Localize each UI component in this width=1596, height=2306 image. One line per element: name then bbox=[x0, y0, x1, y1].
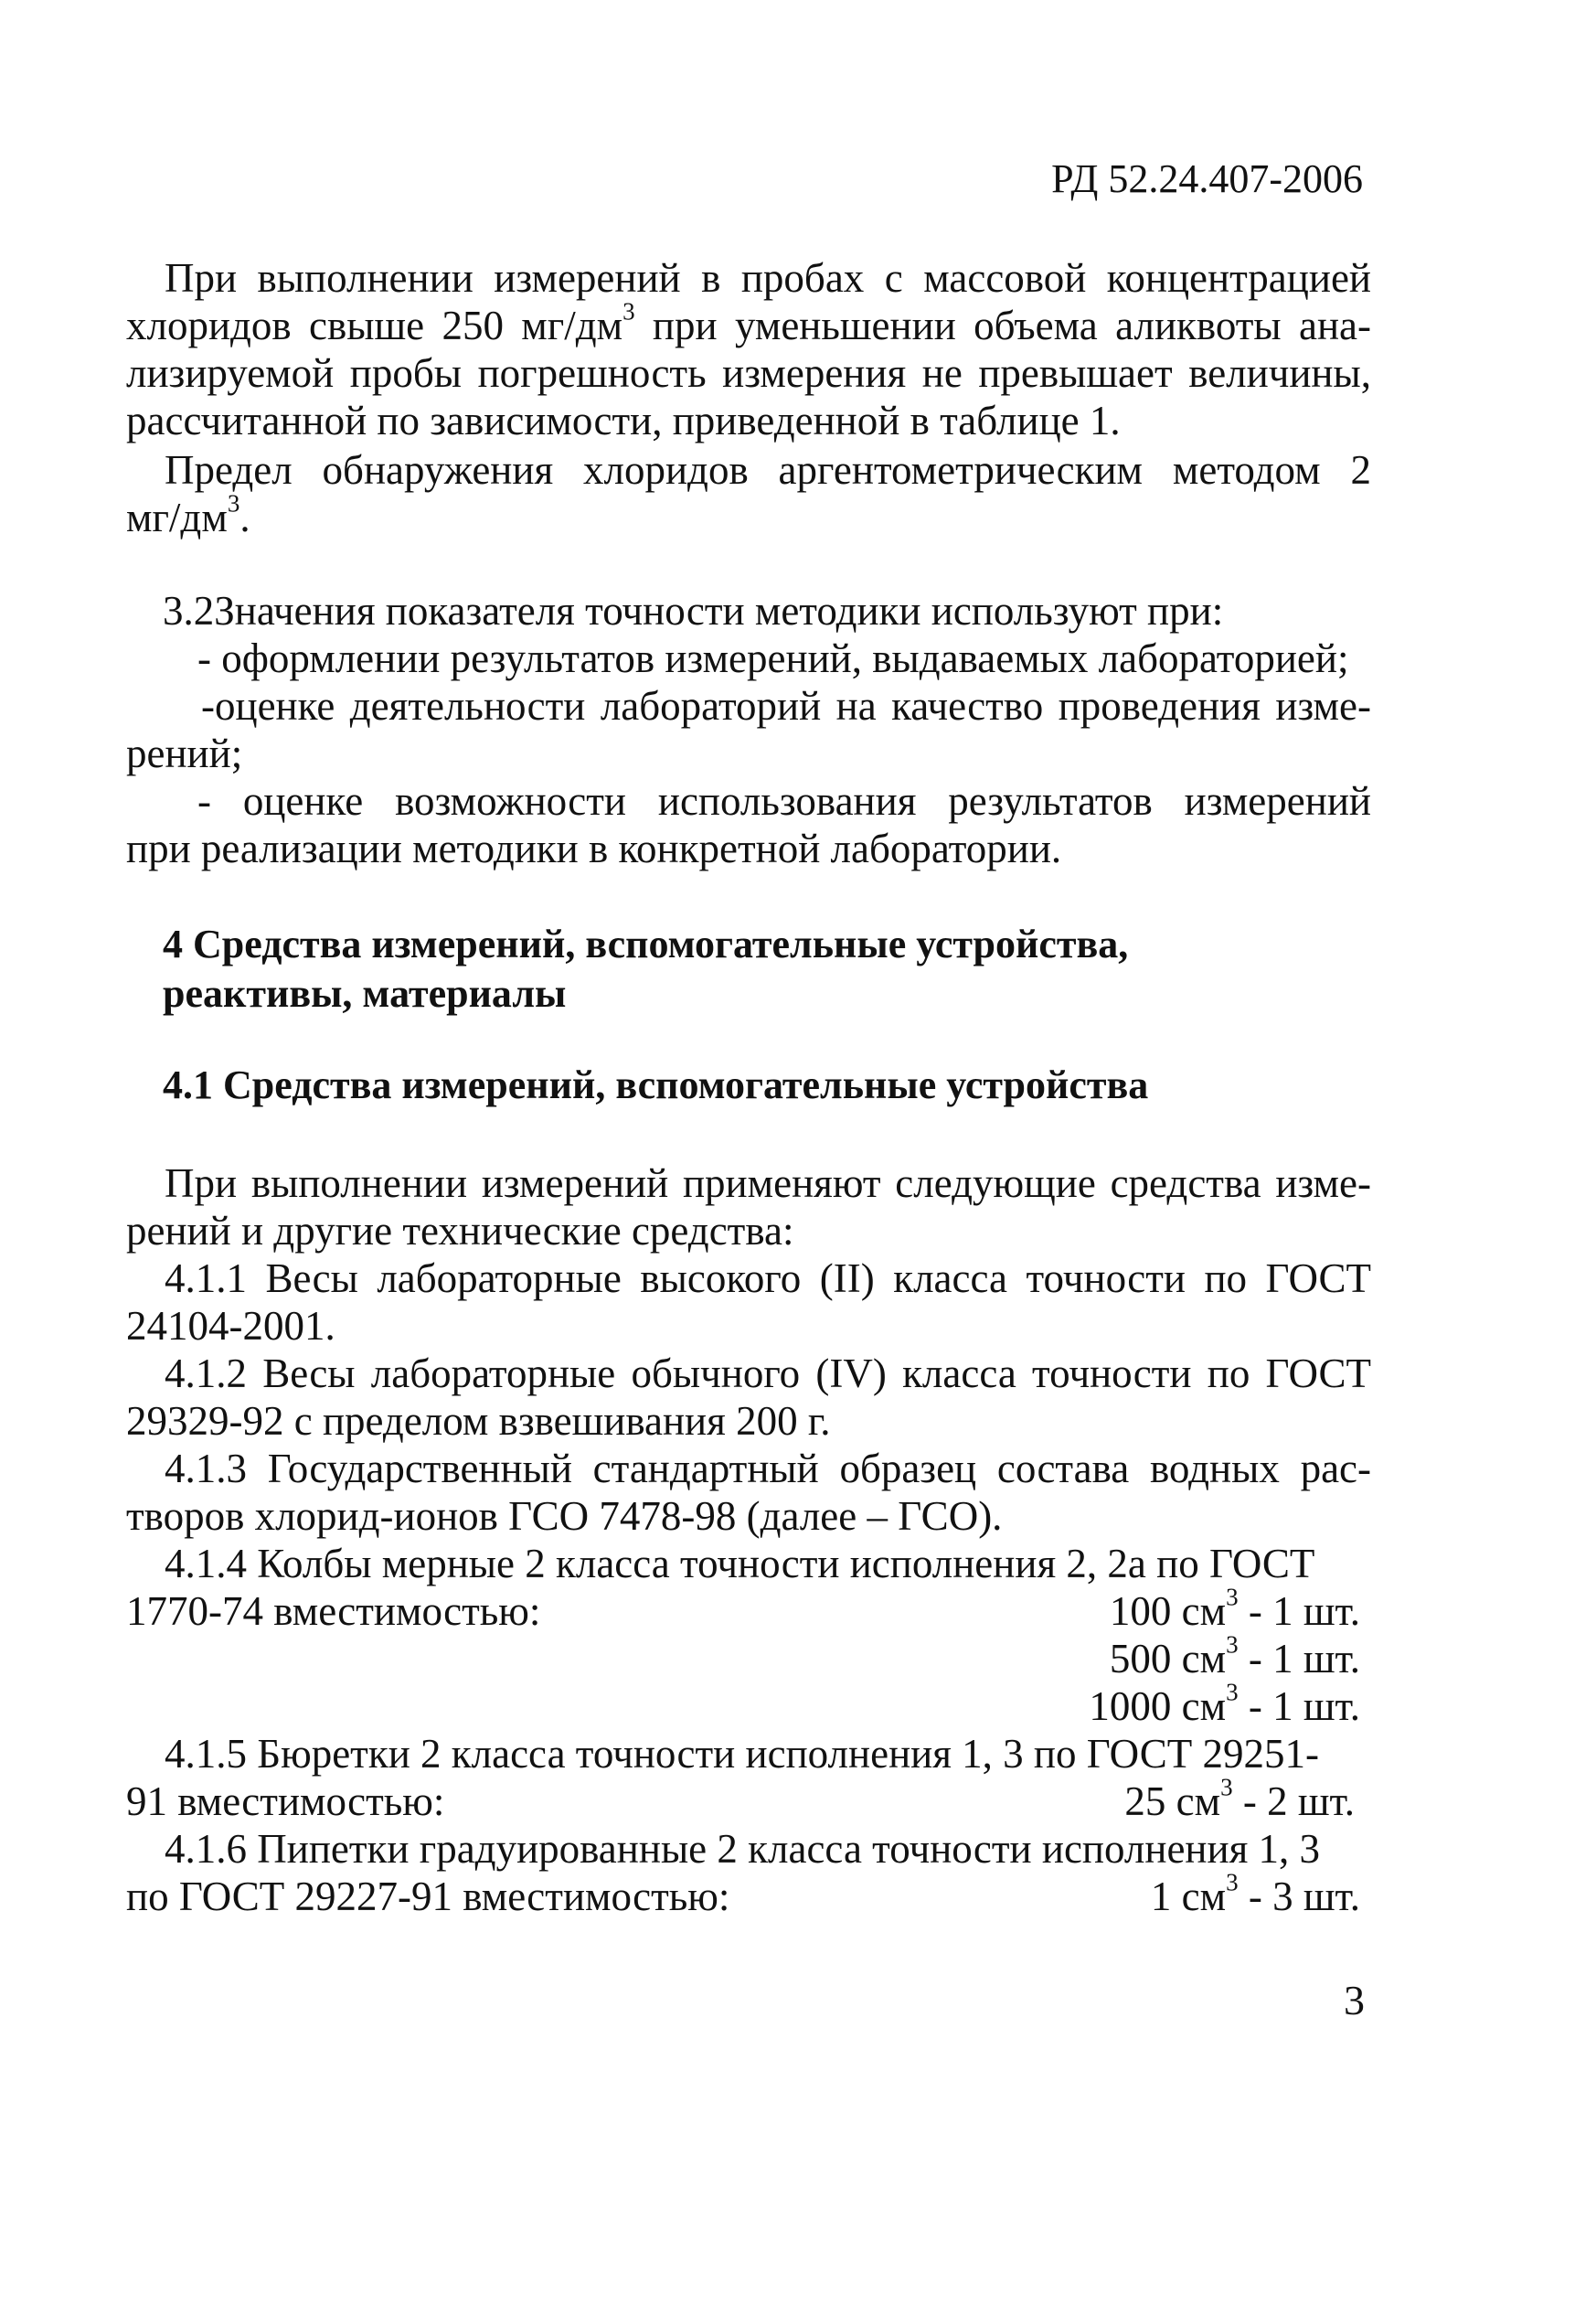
item-4-1-3: 4.1.3 Государственный стандартный образец состава водных рас- bbox=[165, 1446, 1371, 1491]
text-line bbox=[126, 1773, 1371, 1825]
volume-entry bbox=[1109, 1583, 1360, 1635]
text-span: мг/дм bbox=[126, 495, 228, 540]
superscript: 3 bbox=[1226, 1583, 1239, 1611]
text-line: 29329-92 с пределом взвешивания 200 г. bbox=[126, 1398, 831, 1444]
superscript: 3 bbox=[622, 297, 635, 326]
text-span: 500 см bbox=[1109, 1636, 1227, 1681]
text-line: рений; bbox=[126, 731, 243, 776]
text-line: - оценке возможности использования результатов измерений bbox=[197, 778, 1371, 824]
text-span: 91 вместимостью: bbox=[126, 1778, 445, 1824]
text-line: При выполнении измерений применяют следующие средства изме- bbox=[165, 1160, 1371, 1206]
heading-line: реактивы, материалы bbox=[163, 971, 567, 1016]
superscript: 3 bbox=[1226, 1630, 1239, 1659]
text-span: хлоридов свыше 250 мг/дм bbox=[126, 303, 623, 348]
superscript: 3 bbox=[227, 489, 240, 518]
text-span: 1000 см bbox=[1089, 1683, 1227, 1729]
item-4-1-6: 4.1.6 Пипетки градуированные 2 класса точности исполнения 1, 3 bbox=[165, 1826, 1321, 1872]
text-line bbox=[126, 1868, 1371, 1920]
item-4-1-5: 4.1.5 Бюретки 2 класса точности исполнения 1, 3 по ГОСТ 29251- bbox=[165, 1731, 1319, 1777]
pipette-volume-block bbox=[126, 1868, 1371, 1920]
superscript: 3 bbox=[1226, 1868, 1239, 1896]
section-4-heading bbox=[163, 920, 1128, 1019]
volume-entry bbox=[1150, 1868, 1360, 1920]
text-line: При выполнении измерений в пробах с массовой концентрацией bbox=[165, 255, 1371, 301]
superscript: 3 bbox=[1220, 1773, 1233, 1801]
text-line: творов хлорид-ионов ГСО 7478-98 (далее – ГСО). bbox=[126, 1493, 1003, 1539]
text-line: рассчитанной по зависимости, приведенной в таблице 1. bbox=[126, 398, 1121, 443]
text-line: 24104-2001. bbox=[126, 1303, 335, 1349]
text-line: Предел обнаружения хлоридов аргентометрическим методом 2 bbox=[165, 447, 1371, 493]
text-span: по ГОСТ 29227-91 вместимостью: bbox=[126, 1874, 730, 1919]
superscript: 3 bbox=[1226, 1678, 1239, 1706]
text-line bbox=[126, 1678, 1371, 1730]
document-code-header: РД 52.24.407-2006 bbox=[1051, 156, 1363, 201]
text-line: 3.2Значения показателя точности методики используют при: bbox=[163, 588, 1224, 634]
text-span: 1 см bbox=[1150, 1874, 1227, 1919]
volume-entry bbox=[1089, 1678, 1360, 1730]
section-4-1-body bbox=[126, 1159, 1371, 1920]
section-3-2 bbox=[126, 587, 1371, 872]
paragraph-detection-limit bbox=[126, 446, 1371, 541]
text-span: - 3 шт. bbox=[1238, 1874, 1360, 1919]
volume-entry bbox=[1109, 1630, 1360, 1682]
text-span: . bbox=[239, 495, 250, 540]
section-4-1-heading: 4.1 Средства измерений, вспомогательные устройства bbox=[163, 1062, 1149, 1107]
item-4-1-4: 4.1.4 Колбы мерные 2 класса точности исполнения 2, 2а по ГОСТ bbox=[165, 1541, 1315, 1586]
flask-volume-block bbox=[126, 1583, 1371, 1730]
text-line: лизируемой пробы погрешность измерения не превышает величины, bbox=[126, 350, 1371, 396]
text-line bbox=[126, 297, 1371, 349]
text-line: - оформлении результатов измерений, выдаваемых лабораторией; bbox=[197, 635, 1349, 681]
text-span: 100 см bbox=[1109, 1588, 1227, 1634]
volume-entry bbox=[1124, 1773, 1355, 1825]
text-span: 1770-74 вместимостью: bbox=[126, 1588, 541, 1634]
text-line bbox=[126, 489, 1371, 541]
text-line: при реализации методики в конкретной лаборатории. bbox=[126, 826, 1062, 871]
item-4-1-1: 4.1.1 Весы лабораторные высокого (II) класса точности по ГОСТ bbox=[165, 1255, 1371, 1301]
text-span: при уменьшении объема аликвоты ана- bbox=[634, 303, 1371, 348]
page-number: 3 bbox=[1344, 1977, 1365, 2023]
text-line bbox=[126, 1630, 1371, 1682]
text-line: рений и другие технические средства: bbox=[126, 1208, 794, 1254]
text-span: - 1 шт. bbox=[1238, 1588, 1360, 1634]
text-span: 25 см bbox=[1124, 1778, 1221, 1824]
text-span: - 2 шт. bbox=[1232, 1778, 1355, 1824]
paragraph-accuracy-high-concentration bbox=[126, 254, 1371, 444]
heading-line: 4 Средства измерений, вспомогательные устройства, bbox=[163, 922, 1129, 966]
text-line: -оценке деятельности лабораторий на качество проведения изме- bbox=[201, 683, 1371, 729]
text-span: - 1 шт. bbox=[1238, 1636, 1360, 1681]
item-4-1-2: 4.1.2 Весы лабораторные обычного (IV) класса точности по ГОСТ bbox=[165, 1351, 1371, 1396]
burette-volume-block bbox=[126, 1773, 1371, 1825]
text-line bbox=[126, 1583, 1371, 1635]
text-span: - 1 шт. bbox=[1238, 1683, 1360, 1729]
